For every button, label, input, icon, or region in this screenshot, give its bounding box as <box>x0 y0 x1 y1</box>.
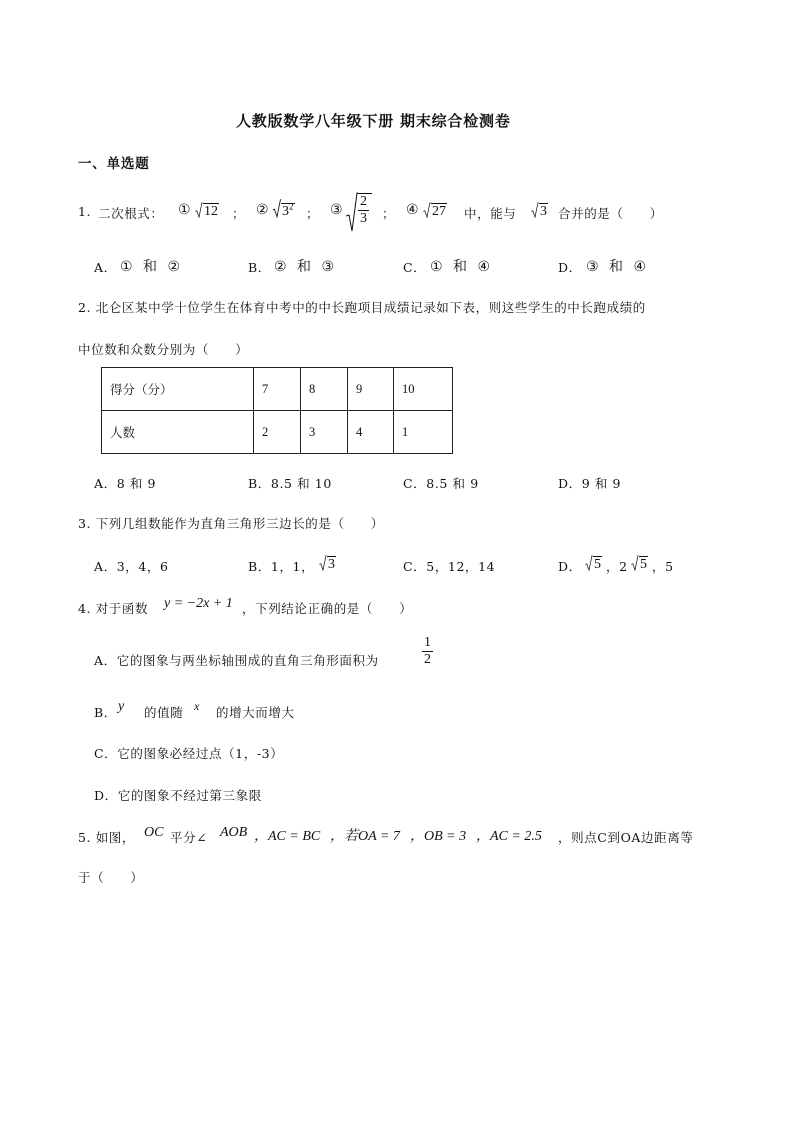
q1-tail: 合并的是（ ） <box>558 206 663 221</box>
q2-option-b[interactable]: B．8.5 和 10 <box>248 476 332 491</box>
q1-item1-root <box>194 200 219 220</box>
q3-option-d-root2 <box>630 553 648 573</box>
q1-option-c[interactable]: ① 和 ④ <box>430 259 491 275</box>
q1-item3-den: 3 <box>360 211 367 226</box>
q4-option-b-post: 的增大而增大 <box>216 705 295 720</box>
q3-option-c[interactable]: C．5，12，14 <box>403 559 496 574</box>
q2-option-a[interactable]: A．8 和 9 <box>94 476 157 491</box>
q1-item3-num: 2 <box>360 194 367 209</box>
q5-bisect: 平分∠ <box>170 830 208 845</box>
table-row <box>102 368 453 411</box>
q5-oc: OC <box>144 825 164 840</box>
table-cell: 8 <box>301 368 348 411</box>
page-title: 人教版数学八年级下册 期末综合检测卷 <box>236 112 511 130</box>
q1-sep1: ； <box>232 206 246 221</box>
q1-option-a[interactable]: ① 和 ② <box>120 259 181 275</box>
q2-option-c[interactable]: C．8.5 和 9 <box>403 476 479 491</box>
q1-option-a-letter: A． <box>94 260 117 275</box>
q4-stem-prefix: 4. 对于函数 <box>78 601 149 616</box>
q5-tail: ，则点C到OA边距离等 <box>558 830 694 845</box>
q3-option-d-mid: ，2 <box>606 559 628 574</box>
q4-option-a-num: 1 <box>424 635 431 650</box>
q4-option-d[interactable]: D．它的图象不经过第三象限 <box>94 788 262 803</box>
q1-item2-marker: ② <box>256 202 269 218</box>
q3-option-b-root <box>318 553 336 573</box>
q5-oa: ，若OA = 7 <box>330 829 400 844</box>
q4-option-a[interactable]: A．它的图象与两坐标轴围成的直角三角形面积为 <box>94 653 379 668</box>
table-cell: 9 <box>348 368 394 411</box>
q3-option-a[interactable]: A．3，4，6 <box>94 559 169 574</box>
table-cell: 得分（分） <box>102 368 254 411</box>
q1-item3-vinculum <box>358 193 372 194</box>
q2-stem-line1: 2. 北仑区某中学十位学生在体育中考中的中长跑项目成绩记录如下表，则这些学生的中长跑成绩的 <box>78 300 646 315</box>
q4-option-b-y: y <box>118 699 125 714</box>
q5-stem-line2: 于（ ） <box>78 870 144 885</box>
q2-option-d[interactable]: D．9 和 9 <box>558 476 622 491</box>
q3-option-d-post: ，5 <box>652 559 674 574</box>
q5-ob: ，OB = 3 <box>410 829 467 844</box>
q5-ac-eq-bc: ，AC = BC <box>254 829 321 844</box>
q1-stem: 二次根式： <box>98 206 164 221</box>
table-row <box>102 411 453 454</box>
q4-option-a-den: 2 <box>424 652 431 667</box>
q4-function: y = −2x + 1 <box>164 596 233 611</box>
q1-item2-exp: 2 <box>289 201 294 212</box>
table-cell: 10 <box>394 368 453 411</box>
q4-option-b-x: x <box>194 699 200 713</box>
q4-option-b-letter[interactable]: B． <box>94 705 117 720</box>
table-cell: 人数 <box>102 411 254 454</box>
q4-stem-post: ，下列结论正确的是（ ） <box>242 601 413 616</box>
q1-item3-marker: ③ <box>330 202 343 218</box>
q3-option-d-root1 <box>584 553 602 573</box>
q5-aob: AOB <box>220 825 248 840</box>
q1-item2-base: 3 <box>282 204 289 219</box>
q5-ac: ，AC = 2.5 <box>476 829 542 844</box>
q1-item4-radicand: 27 <box>432 204 446 219</box>
q3-option-b-prefix[interactable]: B．1，1， <box>248 559 315 574</box>
q3-stem: 3. 下列几组数能作为直角三角形三边长的是（ ） <box>78 516 384 531</box>
table-cell: 3 <box>301 411 348 454</box>
q1-mid: 中，能与 <box>464 206 517 221</box>
table-cell: 1 <box>394 411 453 454</box>
q3-option-d-radicand1: 5 <box>594 557 601 572</box>
q1-item4-marker: ④ <box>406 202 419 218</box>
q1-item1-radicand: 12 <box>204 204 218 219</box>
table-cell: 7 <box>254 368 301 411</box>
q1-option-d[interactable]: ③ 和 ④ <box>586 259 647 275</box>
score-table <box>101 367 453 454</box>
q1-item2-root <box>272 200 295 220</box>
q5-stem-prefix: 5. 如图， <box>78 830 135 845</box>
q4-option-a-fraction <box>422 635 433 668</box>
q1-item1-marker: ① <box>178 202 191 218</box>
section-heading: 一、单选题 <box>78 156 150 172</box>
q2-stem-line2: 中位数和众数分别为（ ） <box>78 342 249 357</box>
q1-compare-radicand: 3 <box>540 204 547 219</box>
q4-option-b-mid: 的值随 <box>144 705 184 720</box>
q1-option-c-letter: C． <box>403 260 427 275</box>
q1-sep2: ； <box>306 206 320 221</box>
q1-number: 1. <box>78 204 92 219</box>
q3-option-d-radicand2: 5 <box>640 557 647 572</box>
q1-option-d-letter: D． <box>558 260 582 275</box>
q4-option-c[interactable]: C．它的图象必经过点（1，-3） <box>94 746 284 761</box>
q3-option-b-radicand: 3 <box>328 557 335 572</box>
q1-sep3: ； <box>382 206 396 221</box>
q1-option-b[interactable]: ② 和 ③ <box>274 259 335 275</box>
table-cell: 2 <box>254 411 301 454</box>
q1-compare-root <box>530 200 548 220</box>
q3-option-d-prefix[interactable]: D． <box>558 559 582 574</box>
q1-option-b-letter: B． <box>248 260 271 275</box>
q1-item4-root <box>422 200 447 220</box>
table-cell: 4 <box>348 411 394 454</box>
